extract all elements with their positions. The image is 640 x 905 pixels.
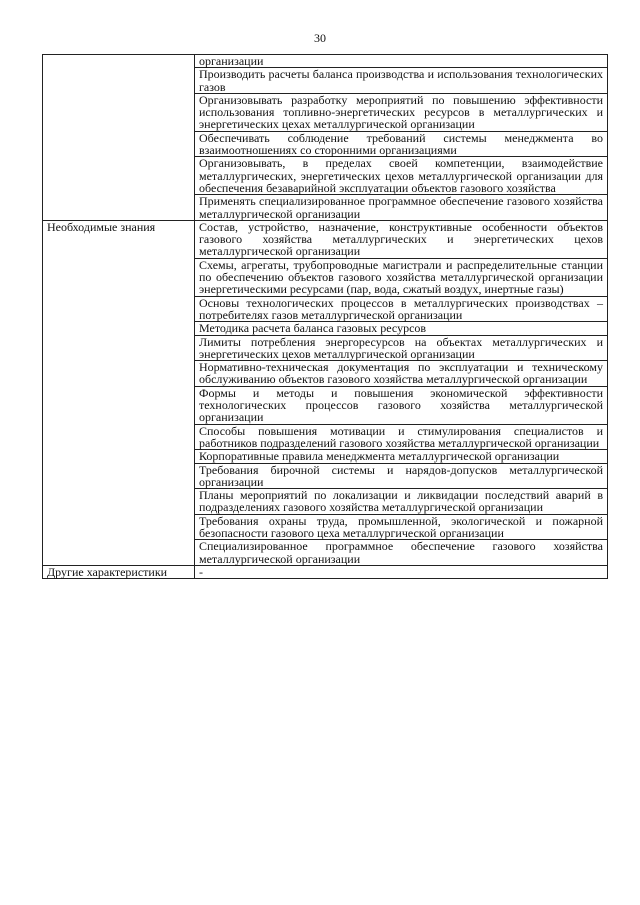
other-characteristics-value: - xyxy=(195,565,608,578)
table-cell: Корпоративные правила менеджмента металлургической организации xyxy=(195,450,608,463)
table-cell: Состав, устройство, назначение, конструктивные особенности объектов газового хозяйства металлургических и энергетических цехов металлургической организации xyxy=(195,220,608,258)
table-row xyxy=(43,55,608,68)
knowledge-label: Необходимые знания xyxy=(43,220,195,565)
table-cell: Способы повышения мотивации и стимулирования специалистов и работников подразделений газового хозяйства металлургической организации xyxy=(195,424,608,450)
table-cell: Основы технологических процессов в металлургических производствах – потребителях газов металлургической организации xyxy=(195,296,608,322)
page-number: 30 xyxy=(314,31,326,45)
table-cell: Специализированное программное обеспечение газового хозяйства металлургической организации xyxy=(195,540,608,566)
table-cell: Лимиты потребления энергоресурсов на объектах металлургических и энергетических цехов металлургической организации xyxy=(195,335,608,361)
other-characteristics-label: Другие характеристики xyxy=(43,565,195,578)
table-cell: Организовывать разработку мероприятий по повышению эффективности использования топливно-энергетических ресурсов в металлургических и энергетических цехах металлургической организации xyxy=(195,93,608,131)
table-cell: Требования охраны труда, промышленной, экологической и пожарной безопасности газового цеха металлургической организации xyxy=(195,514,608,540)
table-cell: Схемы, агрегаты, трубопроводные магистрали и распределительные станции по обеспечению объектов газового хозяйства металлургической организации энергетическими ресурсами (пар, вода, сжатый воздух, инертные газы) xyxy=(195,258,608,296)
table-cell: Производить расчеты баланса производства и использования технологических газов xyxy=(195,68,608,94)
table-cell: Применять специализированное программное обеспечение газового хозяйства металлургической организации xyxy=(195,195,608,221)
table-cell: Обеспечивать соблюдение требований системы менеджмента во взаимоотношениях со сторонними организациями xyxy=(195,131,608,157)
table-cell: Методика расчета баланса газовых ресурсов xyxy=(195,322,608,335)
table-cell: Организовывать, в пределах своей компетенции, взаимодействие металлургических, энергетических цехов металлургической организации для обеспечения безаварийной эксплуатации объектов газового хозяйства xyxy=(195,157,608,195)
table-cell: Нормативно-техническая документация по эксплуатации и техническому обслуживанию объектов газового хозяйства металлургической организации xyxy=(195,361,608,387)
skills-label-cell xyxy=(43,55,195,221)
table-row xyxy=(43,220,608,258)
table-row xyxy=(43,565,608,578)
table-cell: организации xyxy=(195,55,608,68)
table-cell: Требования бирочной системы и нарядов-допусков металлургической организации xyxy=(195,463,608,489)
table-cell: Планы мероприятий по локализации и ликвидации последствий аварий в подразделениях газового хозяйства металлургической организации xyxy=(195,489,608,515)
competency-table xyxy=(42,54,608,579)
table-cell: Формы и методы и повышения экономической эффективности технологических процессов газового хозяйства металлургической организации xyxy=(195,386,608,424)
